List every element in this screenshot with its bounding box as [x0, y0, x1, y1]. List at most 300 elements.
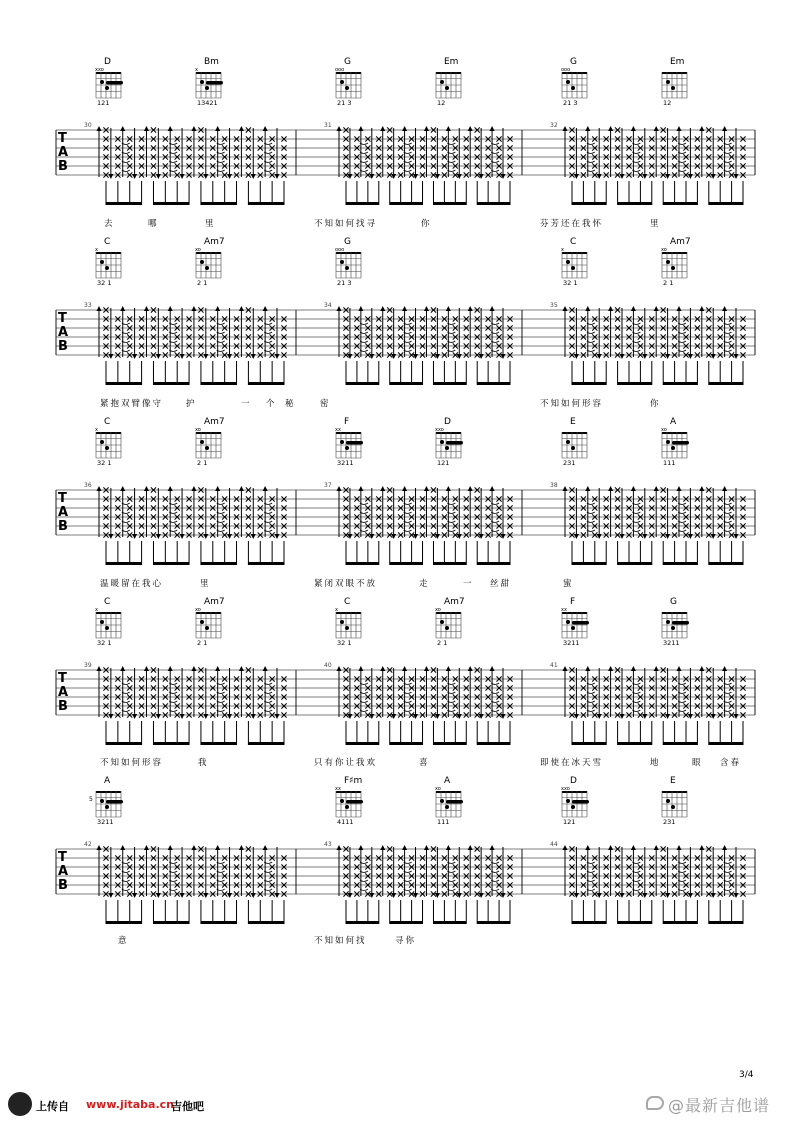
- weibo-icon: [646, 1096, 664, 1110]
- chord-name: A: [670, 417, 677, 427]
- lyric-text: 一: [463, 579, 474, 589]
- strum-arrowhead: [424, 845, 429, 850]
- strum-column: [263, 126, 275, 178]
- rhythm-beam: [663, 921, 697, 924]
- strum-column: [391, 308, 403, 359]
- strum-arrowhead: [490, 306, 495, 311]
- chord-nut: [96, 612, 121, 614]
- strum-arrowhead: [631, 486, 636, 491]
- chord-finger-dot: [440, 80, 444, 84]
- strum-column: [97, 486, 109, 538]
- rhythm-beam: [201, 382, 237, 385]
- strum-column: [391, 847, 403, 898]
- strum-arrowhead: [402, 126, 407, 131]
- lyric-text: 寻你: [395, 936, 417, 946]
- strum-arrowhead: [191, 486, 196, 491]
- strum-arrowhead: [620, 893, 625, 898]
- strum-arrowhead: [180, 354, 185, 359]
- strum-arrowhead: [358, 486, 363, 491]
- strum-column: [239, 486, 251, 538]
- rhythm-beam: [709, 742, 743, 745]
- strum-arrowhead: [490, 486, 495, 491]
- strum-column: [688, 488, 700, 539]
- strum-column: [168, 486, 180, 538]
- strum-arrowhead: [337, 666, 342, 671]
- strum-column: [688, 128, 700, 179]
- strum-column: [699, 486, 711, 538]
- rhythm-beam: [346, 562, 379, 565]
- strum-arrowhead: [688, 354, 693, 359]
- strum-column: [734, 308, 746, 359]
- chord-finger-dot: [571, 626, 575, 630]
- strum-column: [203, 128, 215, 179]
- strum-column: [337, 126, 349, 178]
- chord-fingering: 231: [563, 459, 576, 467]
- rhythm-beam: [618, 382, 652, 385]
- strum-column: [574, 488, 586, 539]
- strum-column: [699, 666, 711, 718]
- strum-arrowhead: [642, 354, 647, 359]
- strum-arrowhead: [144, 486, 149, 491]
- strum-column: [446, 845, 458, 897]
- strum-arrowhead: [108, 714, 113, 719]
- strum-column: [215, 845, 227, 897]
- chord-open-mute-marks: xxo: [435, 427, 444, 433]
- chord-finger-dot: [445, 446, 449, 450]
- strum-column: [711, 308, 723, 359]
- rhythm-beam: [618, 202, 652, 205]
- strum-column: [358, 306, 370, 358]
- strum-column: [402, 666, 414, 718]
- measure-number: 32: [550, 122, 558, 129]
- strum-arrowhead: [191, 845, 196, 850]
- chord-name: D: [444, 417, 451, 427]
- strum-column: [251, 668, 263, 719]
- strum-column: [665, 847, 677, 898]
- strum-column: [239, 666, 251, 718]
- chord-open-mute-marks: ooo: [335, 67, 345, 73]
- strum-arrowhead: [239, 845, 244, 850]
- strum-arrowhead: [156, 354, 161, 359]
- chord-finger-dot: [340, 799, 344, 803]
- chord-name: D: [570, 776, 577, 786]
- chord-name: C: [344, 597, 351, 607]
- strum-column: [677, 306, 689, 358]
- chord-nut: [562, 432, 587, 434]
- strum-arrowhead: [156, 534, 161, 539]
- chord-name: Am7: [204, 237, 225, 247]
- strum-column: [132, 847, 144, 898]
- strum-column: [490, 845, 502, 897]
- tab-clef-letter: T: [58, 671, 67, 686]
- strum-arrowhead: [563, 306, 568, 311]
- strum-arrowhead: [642, 534, 647, 539]
- strum-column: [402, 126, 414, 178]
- strum-arrowhead: [156, 714, 161, 719]
- strum-column: [490, 486, 502, 538]
- chord-name: C: [570, 237, 577, 247]
- strum-column: [227, 488, 239, 539]
- strum-arrowhead: [654, 126, 659, 131]
- strum-arrowhead: [711, 534, 716, 539]
- strum-arrowhead: [585, 486, 590, 491]
- measure-number: 36: [84, 482, 92, 489]
- chord-fingering: 2 1: [197, 279, 208, 287]
- lyric-text: 喜: [419, 758, 430, 768]
- strum-column: [424, 306, 436, 358]
- strum-arrowhead: [180, 174, 185, 179]
- chord-open-mute-marks: xx: [335, 786, 341, 792]
- strum-column: [144, 486, 156, 538]
- strum-column: [446, 126, 458, 178]
- strum-column: [620, 128, 632, 179]
- strum-column: [120, 666, 132, 718]
- strum-column: [585, 126, 597, 178]
- strum-arrowhead: [227, 354, 232, 359]
- strum-arrowhead: [203, 534, 208, 539]
- strum-arrowhead: [120, 845, 125, 850]
- chord-nut: [662, 72, 687, 74]
- strum-arrowhead: [132, 354, 137, 359]
- strum-column: [446, 486, 458, 538]
- strum-arrowhead: [677, 306, 682, 311]
- strum-column: [468, 126, 480, 178]
- strum-arrowhead: [215, 306, 220, 311]
- rhythm-beam: [477, 742, 510, 745]
- strum-column: [227, 847, 239, 898]
- strum-arrowhead: [227, 714, 232, 719]
- chord-fingering: 3211: [663, 639, 680, 647]
- chord-finger-dot: [440, 620, 444, 624]
- rhythm-beam: [390, 562, 423, 565]
- strum-arrowhead: [239, 666, 244, 671]
- strum-arrowhead: [251, 714, 256, 719]
- strum-column: [424, 666, 436, 718]
- strum-arrowhead: [156, 174, 161, 179]
- strum-column: [275, 668, 287, 719]
- strum-column: [180, 488, 192, 539]
- strum-column: [168, 306, 180, 358]
- strum-column: [413, 308, 425, 359]
- strum-arrowhead: [711, 893, 716, 898]
- strum-arrowhead: [597, 174, 602, 179]
- chord-fingering: 32 1: [97, 639, 112, 647]
- strum-arrowhead: [574, 534, 579, 539]
- strum-column: [722, 126, 734, 178]
- strum-column: [369, 308, 381, 359]
- strum-column: [108, 488, 120, 539]
- measure-number: 33: [84, 302, 92, 309]
- strum-column: [120, 845, 132, 897]
- lyric-text: 含春: [720, 758, 742, 768]
- strum-column: [734, 128, 746, 179]
- rhythm-beam: [663, 202, 697, 205]
- rhythm-beam: [618, 742, 652, 745]
- chord-fingering: 2 1: [437, 639, 448, 647]
- chord-diagram: [436, 432, 463, 458]
- strum-arrowhead: [180, 534, 185, 539]
- strum-arrowhead: [156, 893, 161, 898]
- chord-name: G: [570, 57, 577, 67]
- rhythm-beam: [618, 921, 652, 924]
- chord-diagram: [96, 72, 123, 98]
- strum-column: [585, 666, 597, 718]
- chord-finger-dot: [566, 799, 570, 803]
- strum-arrowhead: [631, 845, 636, 850]
- rhythm-beam: [201, 921, 237, 924]
- strum-arrowhead: [275, 534, 280, 539]
- chord-nut: [196, 72, 221, 74]
- strum-arrowhead: [665, 354, 670, 359]
- strum-arrowhead: [699, 306, 704, 311]
- strum-column: [358, 845, 370, 897]
- lyric-text: 丝甜: [490, 579, 512, 589]
- strum-arrowhead: [446, 126, 451, 131]
- strum-arrowhead: [631, 666, 636, 671]
- strum-column: [608, 486, 620, 538]
- chord-name: A: [444, 776, 451, 786]
- strum-column: [479, 128, 491, 179]
- strum-arrowhead: [168, 126, 173, 131]
- chord-finger-dot: [340, 440, 344, 444]
- tab-clef-letter: B: [58, 878, 68, 893]
- strum-column: [597, 488, 609, 539]
- strum-column: [239, 126, 251, 178]
- strum-column: [457, 128, 469, 179]
- strum-column: [654, 845, 666, 897]
- strum-column: [156, 128, 168, 179]
- strum-column: [642, 488, 654, 539]
- strum-arrowhead: [620, 174, 625, 179]
- rhythm-beam: [248, 742, 284, 745]
- chord-open-mute-marks: x: [195, 67, 198, 73]
- strum-column: [97, 845, 109, 897]
- strum-arrowhead: [358, 845, 363, 850]
- strum-arrowhead: [251, 354, 256, 359]
- strum-column: [358, 126, 370, 178]
- strum-arrowhead: [734, 893, 739, 898]
- strum-column: [263, 306, 275, 358]
- strum-column: [631, 126, 643, 178]
- strum-arrowhead: [468, 126, 473, 131]
- strum-arrowhead: [120, 306, 125, 311]
- chord-finger-dot: [200, 260, 204, 264]
- chord-name: G: [344, 57, 351, 67]
- strum-column: [688, 308, 700, 359]
- strum-column: [631, 845, 643, 897]
- strum-column: [501, 488, 513, 539]
- tab-clef-letter: A: [58, 145, 69, 160]
- strum-arrowhead: [239, 486, 244, 491]
- strum-arrowhead: [688, 534, 693, 539]
- lyric-text: 地: [650, 758, 661, 768]
- rhythm-beam: [709, 382, 743, 385]
- lyric-text: 紧抱双臂像守: [100, 399, 164, 409]
- strum-column: [97, 306, 109, 358]
- strum-arrowhead: [132, 714, 137, 719]
- tab-clef-letter: B: [58, 699, 68, 714]
- strum-column: [501, 128, 513, 179]
- strum-arrowhead: [642, 714, 647, 719]
- strum-column: [642, 308, 654, 359]
- strum-arrowhead: [608, 845, 613, 850]
- strum-arrowhead: [203, 174, 208, 179]
- strum-column: [144, 845, 156, 897]
- chord-name: G: [670, 597, 677, 607]
- strum-arrowhead: [108, 893, 113, 898]
- strum-arrowhead: [597, 893, 602, 898]
- chord-finger-dot: [566, 440, 570, 444]
- chord-diagram: [96, 791, 123, 817]
- chord-name: G: [344, 237, 351, 247]
- rhythm-beam: [153, 562, 189, 565]
- chord-open-mute-marks: xo: [661, 427, 667, 433]
- strum-column: [413, 128, 425, 179]
- chord-fingering: 3211: [97, 818, 114, 826]
- strum-arrowhead: [620, 354, 625, 359]
- strum-column: [711, 488, 723, 539]
- site-url-link[interactable]: www.jitaba.cn: [86, 1098, 175, 1111]
- chord-barre: [106, 81, 123, 85]
- chord-finger-dot: [200, 620, 204, 624]
- strum-arrowhead: [597, 534, 602, 539]
- rhythm-beam: [618, 562, 652, 565]
- strum-column: [191, 126, 203, 178]
- strum-arrowhead: [380, 486, 385, 491]
- chord-open-mute-marks: x: [95, 247, 98, 253]
- strum-arrowhead: [654, 486, 659, 491]
- tab-clef-letter: A: [58, 864, 69, 879]
- strum-column: [457, 668, 469, 719]
- rhythm-beam: [390, 202, 423, 205]
- strum-arrowhead: [468, 845, 473, 850]
- strum-arrowhead: [468, 666, 473, 671]
- measure-number: 38: [550, 482, 558, 489]
- strum-column: [347, 668, 359, 719]
- strum-arrowhead: [203, 714, 208, 719]
- strum-column: [358, 666, 370, 718]
- chord-finger-dot: [205, 86, 209, 90]
- strum-column: [391, 488, 403, 539]
- chord-finger-dot: [566, 260, 570, 264]
- strum-arrowhead: [642, 174, 647, 179]
- strum-column: [654, 126, 666, 178]
- guitar-logo-icon: [8, 1092, 32, 1116]
- chord-finger-dot: [100, 80, 104, 84]
- strum-column: [435, 668, 447, 719]
- chord-fingering: 121: [97, 99, 110, 107]
- strum-column: [191, 666, 203, 718]
- strum-column: [380, 306, 392, 358]
- strum-column: [631, 486, 643, 538]
- strum-column: [424, 126, 436, 178]
- chord-finger-dot: [571, 266, 575, 270]
- chord-open-mute-marks: xx: [561, 607, 567, 613]
- lyric-text: 里: [650, 219, 661, 229]
- strum-column: [215, 126, 227, 178]
- chord-name: F: [570, 597, 576, 607]
- rhythm-beam: [477, 202, 510, 205]
- strum-column: [722, 666, 734, 718]
- chord-open-mute-marks: xx: [335, 427, 341, 433]
- strum-arrowhead: [251, 893, 256, 898]
- chord-fingering: 231: [663, 818, 676, 826]
- chord-diagram: [196, 612, 221, 638]
- chord-finger-dot: [105, 805, 109, 809]
- chord-finger-dot: [440, 440, 444, 444]
- chord-finger-dot: [566, 80, 570, 84]
- lyric-text: 哪: [148, 219, 159, 229]
- rhythm-beam: [709, 562, 743, 565]
- chord-name: E: [570, 417, 576, 427]
- chord-finger-dot: [340, 80, 344, 84]
- strum-column: [563, 126, 575, 178]
- chord-fingering: 3211: [563, 639, 580, 647]
- rhythm-beam: [477, 382, 510, 385]
- strum-arrowhead: [620, 534, 625, 539]
- strum-column: [688, 668, 700, 719]
- strum-column: [468, 666, 480, 718]
- rhythm-beam: [106, 562, 142, 565]
- chord-nut: [336, 612, 361, 614]
- strum-column: [227, 128, 239, 179]
- strum-arrowhead: [337, 486, 342, 491]
- rhythm-beam: [572, 742, 606, 745]
- strum-arrowhead: [711, 714, 716, 719]
- rhythm-beam: [663, 562, 697, 565]
- strum-arrowhead: [446, 666, 451, 671]
- rhythm-beam: [248, 382, 284, 385]
- chord-barre: [106, 800, 123, 804]
- chord-fingering: 21 3: [563, 99, 578, 107]
- chord-nut: [96, 791, 121, 793]
- strum-arrowhead: [275, 714, 280, 719]
- strum-arrowhead: [227, 893, 232, 898]
- chord-finger-dot: [205, 626, 209, 630]
- lyric-text: 不知如何形容: [540, 399, 604, 409]
- strum-column: [608, 126, 620, 178]
- chord-diagram: [662, 72, 687, 98]
- chord-barre: [346, 441, 363, 445]
- strum-arrowhead: [722, 126, 727, 131]
- strum-column: [191, 486, 203, 538]
- chord-finger-dot: [671, 86, 675, 90]
- strum-column: [251, 308, 263, 359]
- strum-column: [132, 668, 144, 719]
- strum-column: [108, 308, 120, 359]
- strum-column: [654, 306, 666, 358]
- chord-fret-number: 5: [89, 796, 93, 803]
- strum-column: [380, 126, 392, 178]
- strum-column: [435, 308, 447, 359]
- strum-arrowhead: [144, 666, 149, 671]
- strum-column: [144, 126, 156, 178]
- strum-column: [457, 488, 469, 539]
- strum-column: [168, 126, 180, 178]
- strum-arrowhead: [446, 845, 451, 850]
- chord-finger-dot: [100, 799, 104, 803]
- strum-column: [347, 488, 359, 539]
- strum-arrowhead: [168, 306, 173, 311]
- chord-finger-dot: [666, 80, 670, 84]
- chord-name: Am7: [204, 417, 225, 427]
- strum-column: [168, 845, 180, 897]
- chord-name: Em: [444, 57, 459, 67]
- strum-column: [585, 486, 597, 538]
- lyric-text: 一: [241, 399, 252, 409]
- measure-number: 31: [324, 122, 332, 129]
- rhythm-beam: [346, 382, 379, 385]
